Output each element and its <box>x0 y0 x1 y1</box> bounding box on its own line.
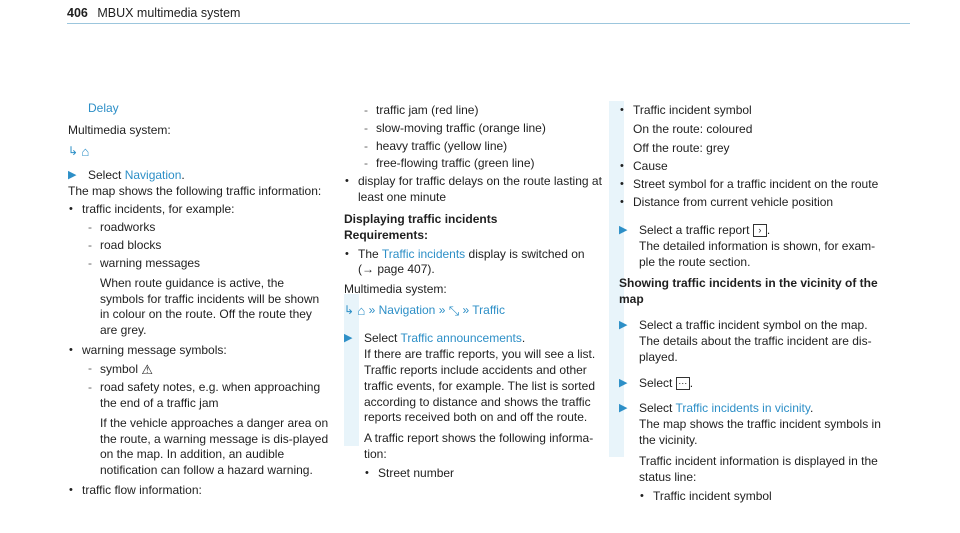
path <box>344 302 604 319</box>
step-text: Traffic incident information is displayed in the status line: <box>639 453 878 484</box>
chevron-icon: » <box>368 302 376 317</box>
list-item: • display for traffic delays on the route lasting at least one minute <box>345 174 602 205</box>
navigation-link[interactable]: Navigation <box>124 167 182 182</box>
path <box>68 143 330 160</box>
intro-text: The map shows the following traffic information: <box>68 183 322 198</box>
page-ref: (→ page 407). <box>358 262 435 277</box>
section-heading: Showing traffic incidents in the vicinity of the map <box>619 276 878 307</box>
list-item: - warning messages <box>88 255 201 270</box>
chevron-icon: » <box>462 302 470 317</box>
chevron-right-icon[interactable]: › <box>753 224 767 237</box>
list-item: • Traffic incident symbol <box>640 488 772 503</box>
requirements-label: Requirements: <box>344 227 429 242</box>
note-text: If the vehicle approaches a danger area on the route, a warning message is dis-played on the map. In addition, an audible notification can follow a hazard warning. <box>100 415 329 478</box>
home-icon: ⌂ <box>357 303 366 319</box>
list-item: - road blocks <box>88 238 162 253</box>
list-item: • The Traffic incidents display is switched on (→ page 407). <box>345 246 585 277</box>
instruction-step: ▶ Select a traffic incident symbol on the map. The details about the traffic incident are dis-played. <box>619 318 872 364</box>
list-item: • warning message symbols: <box>69 343 227 358</box>
step-text: The map shows the traffic incident symbols in the vicinity. <box>639 417 881 448</box>
warning-icon: ⚠ <box>141 361 154 377</box>
traffic-announcements-link[interactable]: Traffic announcements <box>400 331 522 346</box>
list-item: - free-flowing traffic (green line) <box>364 156 535 171</box>
list-subtext: On the route: coloured <box>633 121 753 136</box>
page-number: 406 <box>67 6 88 20</box>
step-arrow-icon: ▶ <box>68 168 77 181</box>
instruction-step: ▶ Select a traffic report › . The detailed information is shown, for exam-ple the route section. <box>619 223 881 270</box>
path-navigation[interactable]: Navigation <box>378 302 436 317</box>
list-item: • traffic incidents, for example: <box>69 202 235 217</box>
path-arrow-icon: ↳ <box>68 143 79 158</box>
path-label: Multimedia system: <box>68 122 171 137</box>
traffic-incidents-link[interactable]: Traffic incidents <box>381 246 466 261</box>
traffic-route-icon: ⤡ <box>448 303 460 319</box>
instruction-step: ▶ Select Navigation. <box>68 167 185 182</box>
step-arrow-icon: ▶ <box>344 332 353 345</box>
list-item: • traffic flow information: <box>69 483 202 498</box>
section-heading: Displaying traffic incidents <box>344 211 498 226</box>
home-icon: ⌂ <box>81 143 90 159</box>
list-item: • Distance from current vehicle position <box>620 195 834 210</box>
page-header <box>67 5 240 22</box>
list-item: - symbol ⚠ <box>88 360 154 377</box>
traffic-incidents-vicinity-link[interactable]: Traffic incidents in vicinity <box>675 401 810 416</box>
chevron-icon: » <box>438 302 446 317</box>
list-item: - traffic jam (red line) <box>364 103 479 117</box>
column-2 <box>344 101 604 484</box>
note-text: When route guidance is active, the symbols for traffic incidents will be shown in colour on the route. Off the route they are grey. <box>100 275 320 338</box>
step-arrow-icon: ▶ <box>619 319 628 332</box>
instruction-step: ▶ Select Traffic announcements. If there are traffic reports, you will see a list. Traffic reports include accidents and other traffic events, for example. The list is sorted according to distance and shows the traffic reports received both on and off the route. A traffic report shows the following informa-tion: • Street number <box>344 331 604 481</box>
list-item: - slow-moving traffic (orange line) <box>364 120 546 135</box>
column-1 <box>68 101 330 501</box>
header-title: MBUX multimedia system <box>97 6 241 20</box>
more-options-icon[interactable]: ⋯ <box>676 377 690 390</box>
instruction-step: ▶ Select ⋯ . <box>619 375 694 390</box>
list-item: - heavy traffic (yellow line) <box>364 138 508 153</box>
section-heading: Delay <box>88 101 119 115</box>
list-item: - roadworks <box>88 220 156 235</box>
step-arrow-icon: ▶ <box>619 223 628 236</box>
header-rule <box>67 23 910 24</box>
list-item: - road safety notes, e.g. when approaching the end of a traffic jam <box>88 380 321 410</box>
column-3 <box>619 101 881 506</box>
path-label: Multimedia system: <box>344 282 447 297</box>
instruction-step: ▶ Select Traffic incidents in vicinity. The map shows the traffic incident symbols in the vicinity. Traffic incident information is displayed in the status line: • Traffic incident symbol <box>619 401 881 503</box>
step-text: A traffic report shows the following informa-tion: <box>364 431 594 462</box>
list-item: • Traffic incident symbol <box>620 103 752 117</box>
path-traffic[interactable]: Traffic <box>472 302 505 317</box>
list-subtext: Off the route: grey <box>633 140 730 155</box>
step-arrow-icon: ▶ <box>619 376 628 389</box>
step-text: The detailed information is shown, for exam-ple the route section. <box>639 238 876 269</box>
path-arrow-icon: ↳ <box>344 302 355 317</box>
list-item: • Street number <box>365 465 455 480</box>
step-text: If there are traffic reports, you will see a list. Traffic reports include accidents and other traffic events, for example. The list is sorted according to distance and shows the traffic reports received both on and off the route. <box>364 347 596 425</box>
step-arrow-icon: ▶ <box>619 402 628 415</box>
list-item: • Cause <box>620 159 668 174</box>
list-item: • Street symbol for a traffic incident on the route <box>620 177 879 192</box>
